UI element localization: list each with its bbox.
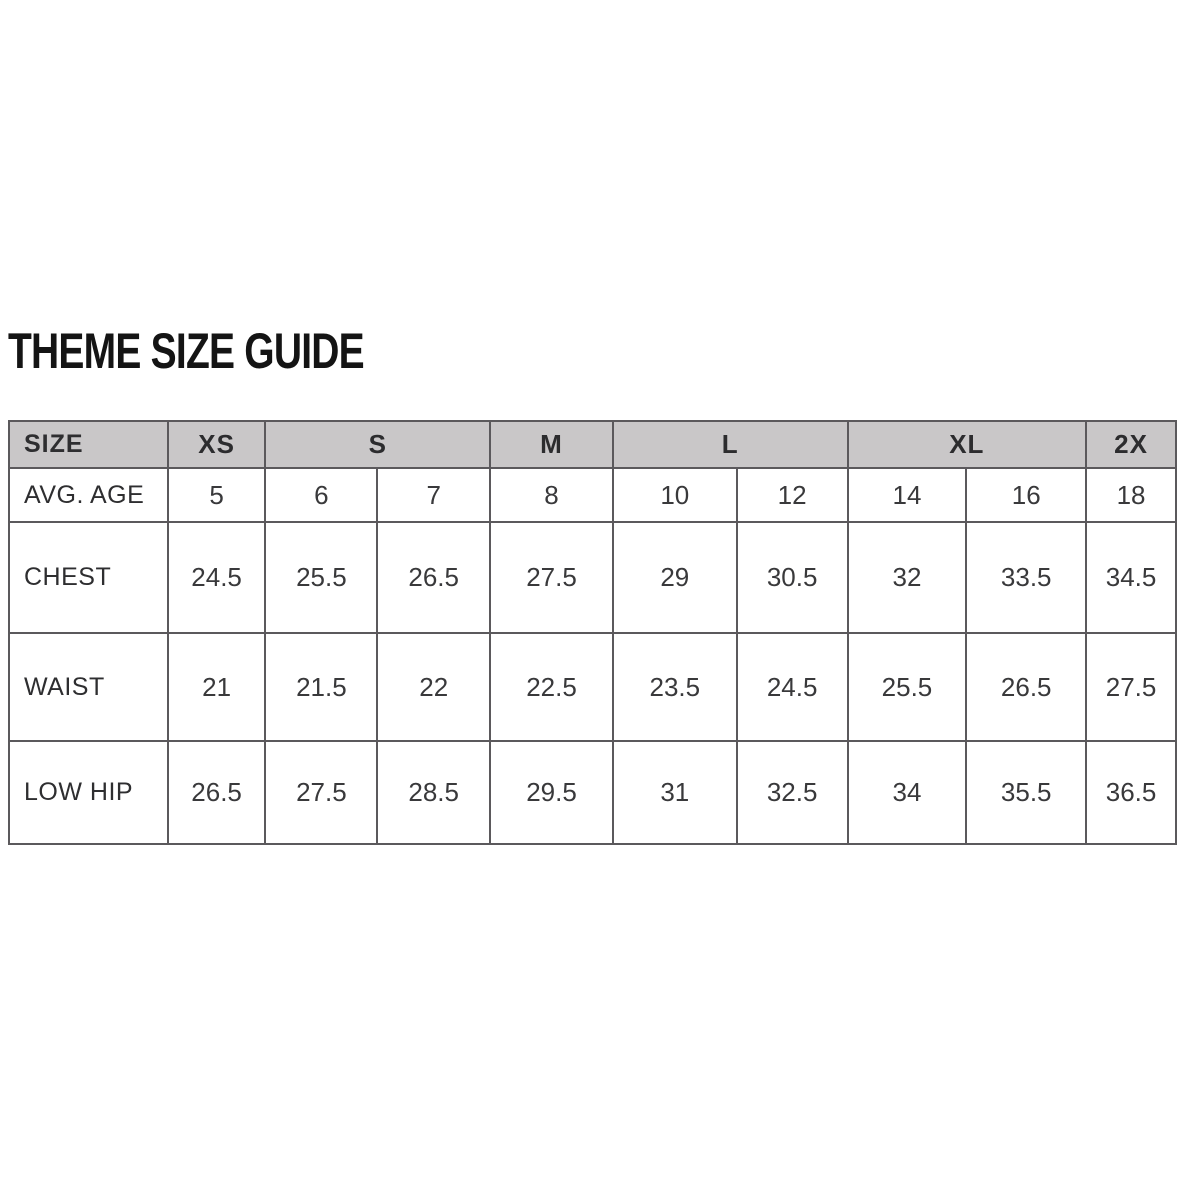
column-header-m: M: [490, 421, 613, 468]
row-label-avg-age: AVG. AGE: [9, 468, 168, 522]
size-value-cell: 29: [613, 522, 737, 633]
size-value-cell: 26.5: [966, 633, 1086, 741]
size-value-cell: 32: [848, 522, 967, 633]
size-value-cell: 21.5: [265, 633, 377, 741]
column-header-size: SIZE: [9, 421, 168, 468]
size-value-cell: 21: [168, 633, 266, 741]
header-row: [9, 421, 1176, 468]
size-value-cell: 32.5: [737, 741, 848, 844]
page-title: THEME SIZE GUIDE: [8, 323, 364, 379]
size-value-cell: 35.5: [966, 741, 1086, 844]
size-value-cell: 10: [613, 468, 737, 522]
size-value-cell: 22.5: [490, 633, 613, 741]
size-value-cell: 14: [848, 468, 967, 522]
row-label-chest: CHEST: [9, 522, 168, 633]
size-value-cell: 34.5: [1086, 522, 1176, 633]
row-label-waist: WAIST: [9, 633, 168, 741]
size-value-cell: 30.5: [737, 522, 848, 633]
size-value-cell: 25.5: [265, 522, 377, 633]
size-value-cell: 27.5: [490, 522, 613, 633]
size-value-cell: 26.5: [377, 522, 490, 633]
size-value-cell: 16: [966, 468, 1086, 522]
size-value-cell: 27.5: [1086, 633, 1176, 741]
size-value-cell: 23.5: [613, 633, 737, 741]
column-header-xs: XS: [168, 421, 266, 468]
size-value-cell: 12: [737, 468, 848, 522]
size-value-cell: 26.5: [168, 741, 266, 844]
size-value-cell: 27.5: [265, 741, 377, 844]
size-value-cell: 34: [848, 741, 967, 844]
column-header-l: L: [613, 421, 848, 468]
size-value-cell: 18: [1086, 468, 1176, 522]
size-value-cell: 8: [490, 468, 613, 522]
size-value-cell: 5: [168, 468, 266, 522]
size-value-cell: 24.5: [168, 522, 266, 633]
column-header-s: S: [265, 421, 490, 468]
size-guide-table: [8, 420, 1177, 845]
table-row-chest: [9, 522, 1176, 633]
size-value-cell: 29.5: [490, 741, 613, 844]
size-value-cell: 36.5: [1086, 741, 1176, 844]
column-header-xl: XL: [848, 421, 1087, 468]
table-row-low-hip: [9, 741, 1176, 844]
size-value-cell: 25.5: [848, 633, 967, 741]
column-header-2x: 2X: [1086, 421, 1176, 468]
row-label-low-hip: LOW HIP: [9, 741, 168, 844]
size-value-cell: 24.5: [737, 633, 848, 741]
size-value-cell: 6: [265, 468, 377, 522]
size-value-cell: 22: [377, 633, 490, 741]
table-row-waist: [9, 633, 1176, 741]
size-value-cell: 33.5: [966, 522, 1086, 633]
size-value-cell: 31: [613, 741, 737, 844]
size-value-cell: 7: [377, 468, 490, 522]
size-value-cell: 28.5: [377, 741, 490, 844]
table-row-avg-age: [9, 468, 1176, 522]
